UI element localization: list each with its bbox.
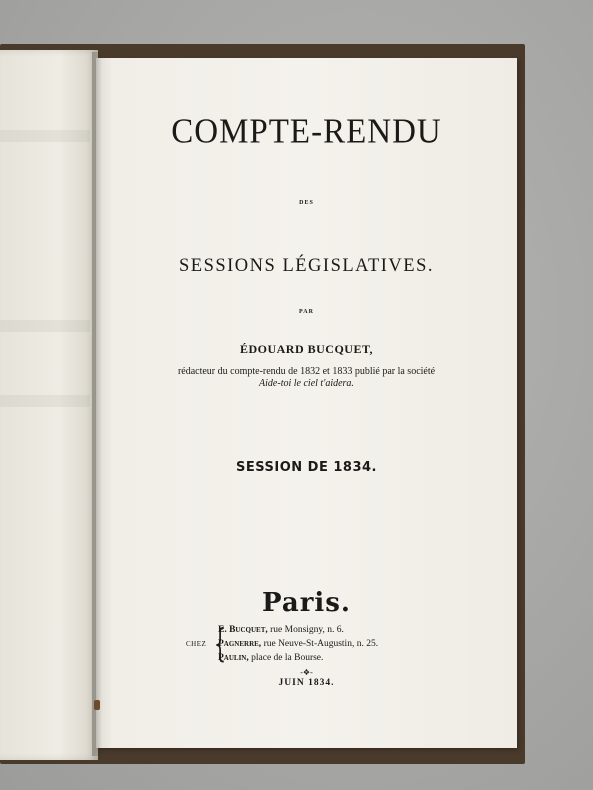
publisher-line (218, 625, 344, 635)
connector-des: DES (299, 200, 314, 206)
publisher-address: rue Monsigny, n. 6. (267, 625, 344, 635)
bleed-through-text (0, 395, 90, 407)
author-description: rédacteur du compte-rendu de 1832 et 1833 publié par la société (177, 366, 436, 377)
publisher-name: Paulin, (218, 653, 249, 663)
publisher-address: place de la Bourse. (248, 653, 324, 663)
publisher-name: E. Bucquet, (218, 625, 268, 635)
publisher-line (218, 653, 323, 663)
society-name: Aide-toi le ciel t'aidera. (259, 378, 354, 389)
author-name: ÉDOUARD BUCQUET, (239, 342, 374, 356)
publisher-name: Pagnerre, (218, 639, 262, 649)
page-stain (94, 700, 100, 710)
publisher-brace: { (214, 621, 227, 665)
session-year: SESSION DE 1834. (236, 460, 377, 475)
bleed-through-text (0, 320, 90, 332)
connector-par: PAR (299, 309, 314, 315)
chez-label: CHEZ (186, 640, 207, 648)
publication-date: JUIN 1834. (278, 678, 335, 688)
gutter-shadow (92, 52, 102, 756)
publication-city: Paris. (262, 588, 351, 618)
book-title: COMPTE-RENDU (171, 113, 442, 151)
publisher-address: rue Neuve-St-Augustin, n. 25. (261, 639, 379, 649)
left-page (0, 50, 98, 760)
book-subtitle: SESSIONS LÉGISLATIVES. (178, 256, 435, 276)
publisher-line (218, 639, 378, 649)
ornament-divider: -❖- (300, 668, 313, 677)
bleed-through-text (0, 130, 90, 142)
